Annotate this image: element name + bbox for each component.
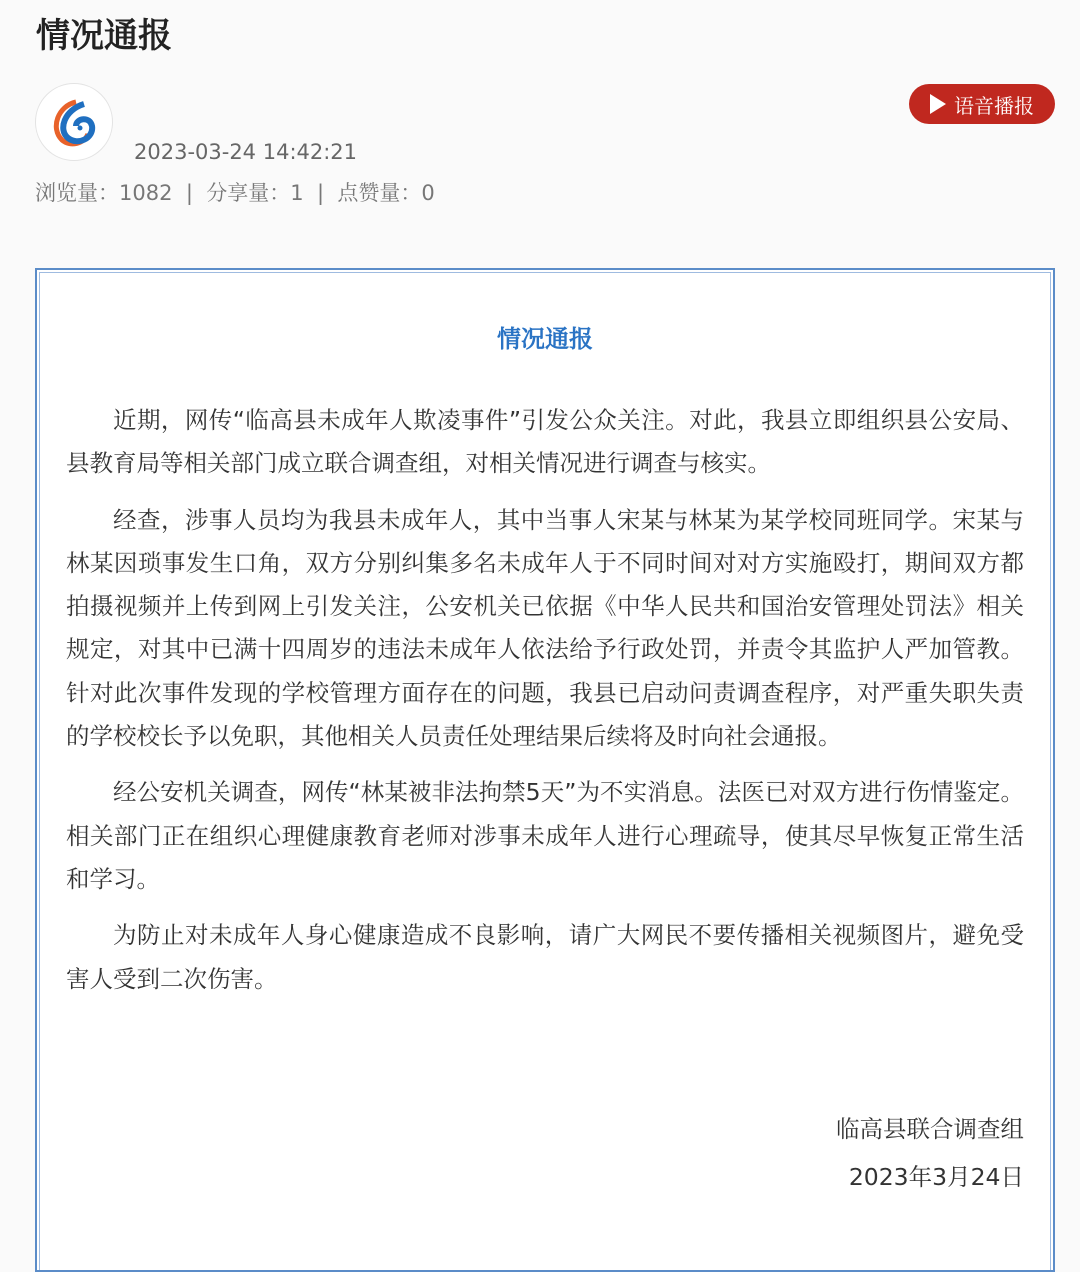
publish-time: 2023-03-24 14:42:21 [134, 140, 358, 164]
separator: | [185, 181, 193, 205]
views-count: 1082 [119, 181, 173, 205]
voice-broadcast-label: 语音播报 [954, 93, 1034, 118]
page-title: 情况通报 [36, 16, 172, 56]
notice-document [35, 268, 1055, 1272]
likes-count: 0 [421, 181, 435, 205]
play-icon [930, 94, 946, 114]
article-stats [35, 177, 435, 207]
paragraph: 经查，涉事人员均为我县未成年人，其中当事人宋某与林某为某学校同班同学。宋某与林某因琐事发生口角，双方分别纠集多名未成年人于不同时间对对方实施殴打，期间双方都拍摄视频并上传到网上引发关注，公安机关已依据《中华人民共和国治安管理处罚法》相关规定，对其中已满十四周岁的违法未成年人依法给予行政处罚，并责令其监护人严加管教。针对此次事件发现的学校管理方面存在的问题，我县已启动问责调查程序，对严重失职失责的学校校长予以免职，其他相关人员责任处理结果后续将及时向社会通报。 [66, 505, 1024, 751]
paragraph: 近期，网传“临高县未成年人欺凌事件”引发公众关注。对此，我县立即组织县公安局、县教育局等相关部门成立联合调查组，对相关情况进行调查与核实。 [66, 406, 1024, 478]
shares-label: 分享量： [206, 181, 291, 205]
paragraph: 为防止对未成年人身心健康造成不良影响，请广大网民不要传播相关视频图片，避免受害人受到二次伤害。 [66, 921, 1024, 993]
paragraph: 经公安机关调查，网传“林某被非法拘禁5天”为不实消息。法医已对双方进行伤情鉴定。相关部门正在组织心理健康教育老师对涉事未成年人进行心理疏导，使其尽早恢复正常生活和学习。 [66, 778, 1024, 893]
publisher-avatar[interactable] [35, 83, 113, 161]
views-label: 浏览量： [35, 181, 119, 205]
likes-label: 点赞量： [337, 181, 422, 205]
document-title: 情况通报 [497, 325, 593, 353]
shares-count: 1 [290, 181, 304, 205]
separator: | [316, 181, 325, 205]
signature: 临高县联合调查组 [836, 1114, 1024, 1143]
document-date: 2023年3月24日 [848, 1162, 1024, 1191]
publisher-logo-icon [36, 84, 112, 160]
voice-broadcast-button[interactable] [909, 84, 1055, 124]
